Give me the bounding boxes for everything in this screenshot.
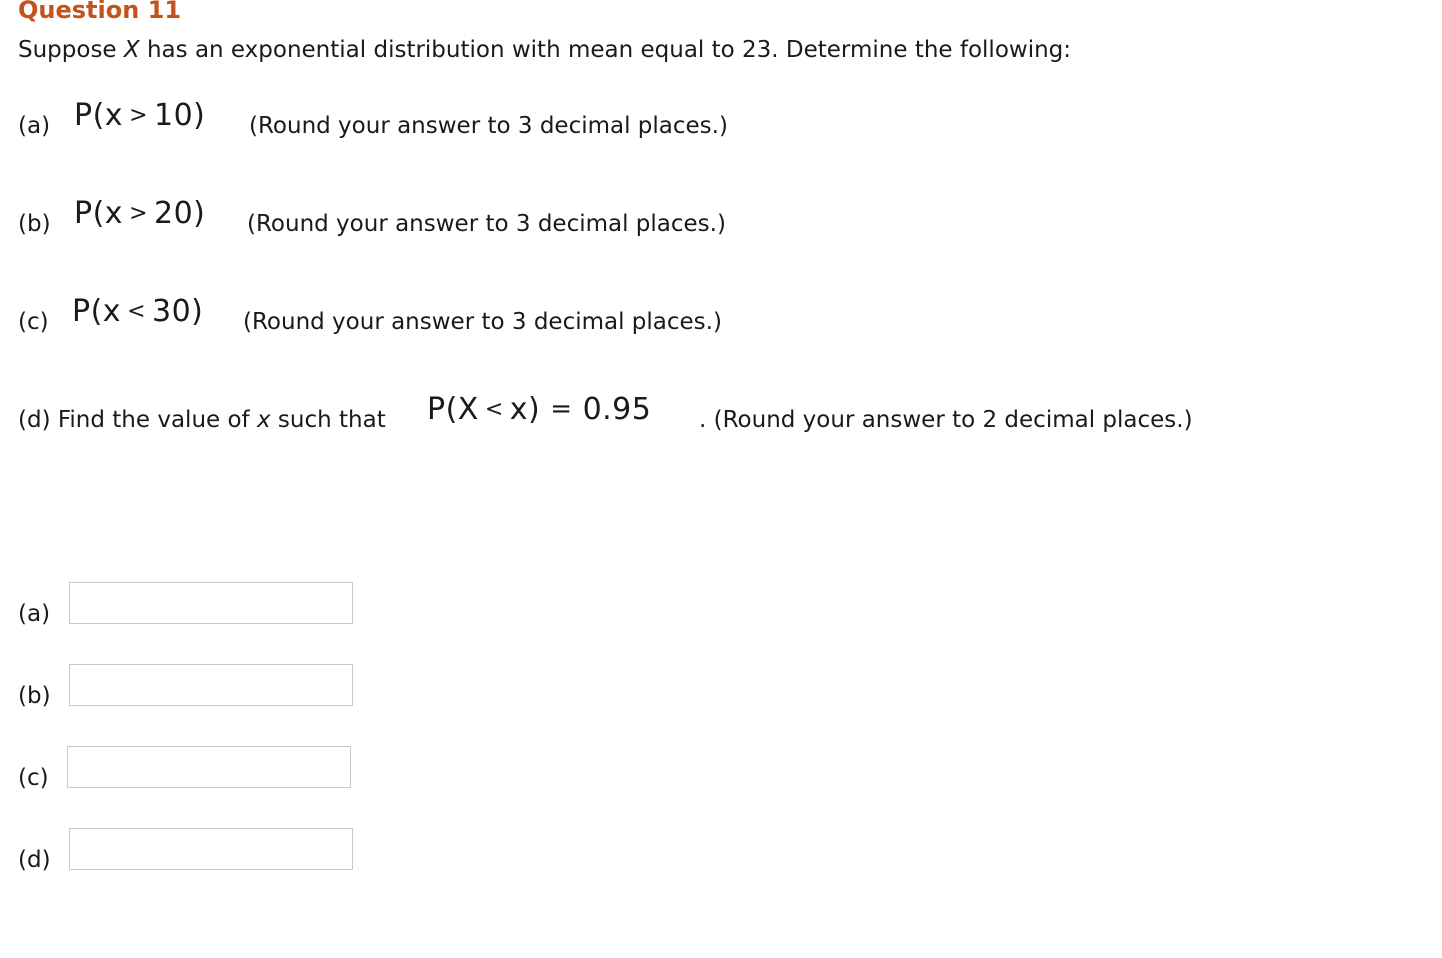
answer-a-label: (a) bbox=[18, 601, 51, 627]
answer-c-label: (c) bbox=[18, 765, 49, 791]
expr-value: 0.95 bbox=[582, 392, 652, 427]
part-d-variable: x bbox=[256, 407, 271, 433]
expr-open: P(X bbox=[427, 392, 479, 427]
part-c-label: (c) bbox=[18, 309, 49, 335]
expr-operator: < bbox=[484, 397, 504, 422]
part-b-expression bbox=[74, 196, 205, 235]
question-intro bbox=[18, 34, 1071, 66]
part-d-prefix: (d) Find the value of bbox=[18, 407, 257, 433]
part-a-label: (a) bbox=[18, 113, 51, 139]
answer-d-input[interactable] bbox=[69, 828, 353, 870]
part-d-label bbox=[18, 404, 386, 436]
part-d-suffix: such that bbox=[270, 407, 386, 433]
part-c-note: (Round your answer to 3 decimal places.) bbox=[243, 309, 722, 335]
answer-b-input[interactable] bbox=[69, 664, 353, 706]
expr-operator: > bbox=[129, 103, 148, 128]
answer-b-label: (b) bbox=[18, 683, 51, 709]
intro-prefix: Suppose bbox=[18, 37, 124, 63]
part-d-expression bbox=[427, 392, 651, 431]
part-a-note: (Round your answer to 3 decimal places.) bbox=[249, 113, 728, 139]
part-d-note: . (Round your answer to 2 decimal places.) bbox=[699, 407, 1193, 433]
part-b-note: (Round your answer to 3 decimal places.) bbox=[247, 211, 726, 237]
expr-operator: < bbox=[127, 299, 146, 324]
expr-open: P(x bbox=[74, 98, 124, 133]
intro-suffix: has an exponential distribution with mean equal to 23. Determine the following: bbox=[139, 37, 1072, 63]
part-c-expression bbox=[72, 294, 203, 333]
part-a-expression bbox=[74, 98, 205, 137]
answer-c-input[interactable] bbox=[67, 746, 351, 788]
answer-a-input[interactable] bbox=[69, 582, 353, 624]
expr-equals: = bbox=[550, 394, 573, 424]
answer-d-label: (d) bbox=[18, 847, 51, 873]
part-b-label: (b) bbox=[18, 211, 51, 237]
expr-close: 10) bbox=[154, 98, 206, 133]
intro-variable: X bbox=[123, 37, 140, 63]
expr-close: x) bbox=[509, 392, 541, 427]
expr-open: P(x bbox=[72, 294, 122, 329]
expr-close: 30) bbox=[152, 294, 204, 329]
expr-open: P(x bbox=[74, 196, 124, 231]
expr-close: 20) bbox=[154, 196, 206, 231]
expr-operator: > bbox=[129, 201, 148, 226]
question-title: Question 11 bbox=[18, 0, 182, 24]
